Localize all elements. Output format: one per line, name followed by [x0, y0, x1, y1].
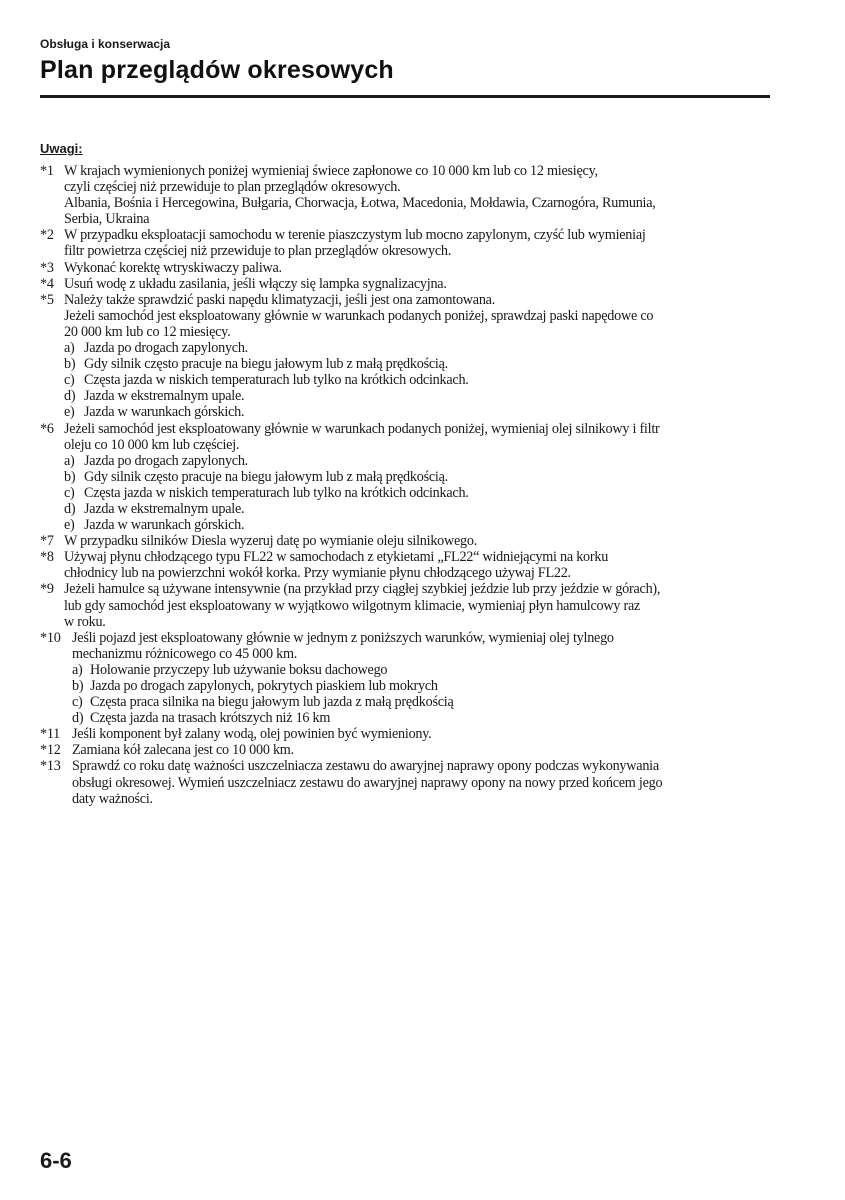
- sub-item: [40, 662, 780, 678]
- note-text: W przypadku silników Diesla wyzeruj datę po wymianie oleju silnikowego.: [64, 533, 478, 550]
- note-12: [40, 742, 780, 758]
- sub-item-marker: d): [72, 710, 84, 727]
- sub-item-marker: b): [64, 356, 76, 373]
- sub-item: [40, 469, 780, 485]
- note-2: [40, 227, 780, 259]
- sub-item: [40, 356, 780, 372]
- title-divider: [40, 95, 770, 98]
- note-text: Albania, Bośnia i Hercegowina, Bułgaria, Chorwacja, Łotwa, Macedonia, Mołdawia, Czarnogóra, Rumunia,: [64, 195, 656, 212]
- note-marker: *7: [40, 533, 54, 550]
- sub-item-text: Holowanie przyczepy lub używanie boksu dachowego: [90, 661, 388, 678]
- note-marker: *9: [40, 581, 54, 598]
- note-text: Używaj płynu chłodzącego typu FL22 w samochodach z etykietami „FL22“ widniejącymi na korku: [64, 549, 609, 566]
- note-marker: *6: [40, 420, 54, 437]
- sub-item-marker: b): [64, 468, 76, 485]
- sub-item-marker: a): [64, 452, 75, 469]
- note-11: [40, 726, 780, 742]
- sub-item-marker: d): [64, 500, 76, 517]
- note-10: [40, 630, 780, 727]
- sub-item-marker: d): [64, 388, 76, 405]
- sub-item: [40, 388, 780, 404]
- note-marker: *5: [40, 291, 54, 308]
- note-text: w roku.: [64, 613, 106, 630]
- note-text: Należy także sprawdzić paski napędu klimatyzacji, jeśli jest ona zamontowana.: [64, 291, 496, 308]
- note-text: Sprawdź co roku datę ważności uszczelniacza zestawu do awaryjnej naprawy opony podczas wykonywania: [72, 758, 659, 775]
- note-marker: *1: [40, 163, 54, 179]
- note-text: Wykonać korektę wtryskiwaczy paliwa.: [64, 259, 282, 276]
- page-number: 6-6: [40, 1148, 72, 1173]
- sub-item: [40, 372, 780, 388]
- note-text: Serbia, Ukraina: [64, 211, 150, 228]
- note-text: Jeśli komponent był zalany wodą, olej powinien być wymieniony.: [72, 726, 432, 743]
- sub-item: [40, 710, 780, 726]
- note-marker: *3: [40, 259, 54, 276]
- sub-item: [40, 517, 780, 533]
- notes-list: [40, 163, 780, 807]
- sub-item-marker: c): [64, 484, 75, 501]
- note-text: lub gdy samochód jest eksploatowany w wyjątkowo wilgotnym klimacie, wymieniaj płyn hamulcowy raz: [64, 597, 641, 614]
- note-marker: *4: [40, 275, 54, 292]
- sub-item-marker: a): [64, 340, 75, 357]
- section-label: Obsługa i konserwacja: [40, 37, 171, 51]
- note-text: W krajach wymienionych poniżej wymieniaj świece zapłonowe co 10 000 km lub co 12 miesięcy,: [64, 163, 598, 179]
- note-9: [40, 581, 780, 629]
- sub-item-text: Jazda w warunkach górskich.: [84, 404, 245, 421]
- sub-item-marker: e): [64, 517, 75, 534]
- sub-item-text: Jazda po drogach zapylonych.: [84, 340, 248, 357]
- note-text: daty ważności.: [72, 790, 153, 807]
- note-text: mechanizmu różnicowego co 45 000 km.: [72, 645, 298, 662]
- note-marker: *2: [40, 227, 54, 244]
- sub-item-text: Częsta jazda w niskich temperaturach lub tylko na krótkich odcinkach.: [84, 484, 469, 501]
- sub-item: [40, 678, 780, 694]
- note-13: [40, 758, 780, 806]
- note-text: obsługi okresowej. Wymień uszczelniacz zestawu do awaryjnej naprawy opony na nowy przed końcem jego: [72, 774, 663, 791]
- note-text: Jeżeli samochód jest eksploatowany głównie w warunkach podanych poniżej, wymieniaj olej silnikowy i filtr: [64, 420, 660, 437]
- note-text: W przypadku eksploatacji samochodu w terenie piaszczystym lub mocno zapylonym, czyść lub wymieniaj: [64, 227, 646, 244]
- note-4: [40, 276, 780, 292]
- sub-item: [40, 340, 780, 356]
- note-8: [40, 549, 780, 581]
- note-marker: *13: [40, 758, 61, 775]
- sub-item: [40, 453, 780, 469]
- note-text: Jeżeli samochód jest eksploatowany głównie w warunkach podanych poniżej, sprawdzaj paski napędowe co: [64, 307, 654, 324]
- note-text: chłodnicy lub na powierzchni wokół korka. Przy wymianie płynu chłodzącego używaj FL22.: [64, 565, 571, 582]
- note-text: Jeśli pojazd jest eksploatowany głównie w jednym z poniższych warunków, wymieniaj olej tylnego: [72, 629, 614, 646]
- sub-item-marker: e): [64, 404, 75, 421]
- sub-item: [40, 694, 780, 710]
- note-text: 20 000 km lub co 12 miesięcy.: [64, 323, 231, 340]
- sub-item: [40, 404, 780, 420]
- note-marker: *12: [40, 742, 61, 759]
- note-1: [40, 163, 780, 227]
- note-marker: *10: [40, 629, 61, 646]
- sub-item-text: Jazda w ekstremalnym upale.: [84, 388, 245, 405]
- sub-item-marker: a): [72, 661, 83, 678]
- note-text: Zamiana kół zalecana jest co 10 000 km.: [72, 742, 294, 759]
- note-text: oleju co 10 000 km lub częściej.: [64, 436, 240, 453]
- note-text: Usuń wodę z układu zasilania, jeśli włączy się lampka sygnalizacyjna.: [64, 275, 447, 292]
- sub-item-marker: c): [64, 372, 75, 389]
- sub-item-text: Częsta praca silnika na biegu jałowym lub jazda z małą prędkością: [90, 694, 454, 711]
- note-text: czyli częściej niż przewiduje to plan przeglądów okresowych.: [64, 179, 401, 196]
- sub-item-text: Częsta jazda na trasach krótszych niż 16 km: [90, 710, 331, 727]
- note-6: [40, 421, 780, 534]
- sub-item-text: Jazda w ekstremalnym upale.: [84, 500, 245, 517]
- sub-item-marker: b): [72, 678, 84, 694]
- sub-item-text: Częsta jazda w niskich temperaturach lub tylko na krótkich odcinkach.: [84, 372, 469, 389]
- page-title: Plan przeglądów okresowych: [40, 56, 394, 84]
- note-text: Jeżeli hamulce są używane intensywnie (na przykład przy ciągłej szybkiej jeździe lub przy jeździe w górach),: [64, 581, 661, 598]
- sub-item-marker: c): [72, 694, 83, 711]
- sub-item: [40, 485, 780, 501]
- sub-item-text: Gdy silnik często pracuje na biegu jałowym lub z małą prędkością.: [84, 356, 448, 373]
- note-7: [40, 533, 780, 549]
- notes-heading: Uwagi:: [40, 141, 83, 156]
- sub-item-text: Jazda po drogach zapylonych.: [84, 452, 248, 469]
- sub-item: [40, 501, 780, 517]
- sub-item-text: Jazda po drogach zapylonych, pokrytych piaskiem lub mokrych: [90, 678, 438, 694]
- sub-item-text: Gdy silnik często pracuje na biegu jałowym lub z małą prędkością.: [84, 468, 448, 485]
- note-5: [40, 292, 780, 421]
- note-marker: *11: [40, 726, 61, 743]
- note-text: filtr powietrza częściej niż przewiduje to plan przeglądów okresowych.: [64, 243, 452, 260]
- note-marker: *8: [40, 549, 54, 566]
- note-3: [40, 260, 780, 276]
- sub-item-text: Jazda w warunkach górskich.: [84, 517, 245, 534]
